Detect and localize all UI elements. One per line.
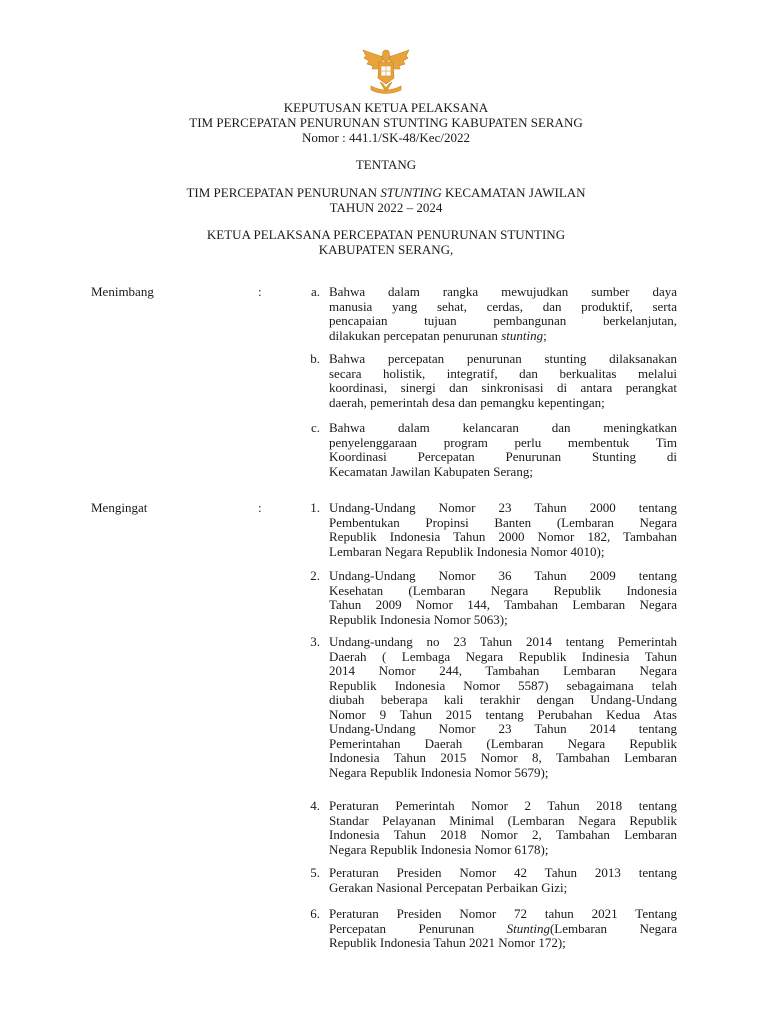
legal-basis-4: Peraturan Pemerintah Nomor 2 Tahun 2018 tentang Standar Pelayanan Minimal (Lembaran Negara Republik Indonesia Tahun 2018 Nomor 2, Tambahan Lembaran Negara Republik Indonesia Nomor 6178);: [329, 798, 677, 857]
decree-subject: TIM PERCEPATAN PENURUNAN STUNTING KECAMATAN JAWILAN: [186, 185, 586, 200]
legal-basis-5: Peraturan Presiden Nomor 42 Tahun 2013 tentang Gerakan Nasional Percepatan Perbaikan Gizi;: [329, 865, 677, 895]
mengingat-label: Mengingat: [91, 500, 148, 515]
issuer-title: KETUA PELAKSANA PERCEPATAN PENURUNAN STUNTING: [206, 227, 566, 242]
consideration-a: Bahwa dalam rangka mewujudkan sumber daya manusia yang sehat, cerdas, dan produktif, serta pencapaian tujuan pembangunan berkelanjutan, dilakukan percepatan penurunan stunting;: [329, 284, 677, 343]
legal-basis-6: Peraturan Presiden Nomor 72 tahun 2021 Tentang Percepatan Penurunan Stunting(Lembaran Negara Republik Indonesia Tahun 2021 Nomor 172);: [329, 906, 677, 950]
item-marker: 2.: [310, 568, 320, 583]
tentang-heading: TENTANG: [355, 157, 417, 172]
decree-number: Nomor : 441.1/SK-48/Kec/2022: [302, 130, 470, 145]
menimbang-colon: :: [258, 284, 262, 299]
item-marker: 1.: [310, 500, 320, 515]
item-marker: a.: [310, 284, 320, 299]
legal-basis-1: Undang-Undang Nomor 23 Tahun 2000 tentang Pembentukan Propinsi Banten (Lembaran Negara Republik Indonesia Tahun 2000 Nomor 182, Tambahan Lembaran Negara Republik Indonesia Nomor 4010);: [329, 500, 677, 559]
garuda-emblem-icon: [361, 44, 411, 96]
menimbang-label: Menimbang: [91, 284, 154, 299]
legal-basis-2: Undang-Undang Nomor 36 Tahun 2009 tentang Kesehatan (Lembaran Negara Republik Indonesia Tahun 2009 Nomor 144, Tambahan Lembaran Negara Republik Indonesia Nomor 5063);: [329, 568, 677, 627]
item-marker: b.: [310, 351, 320, 366]
decree-subject-year: TAHUN 2022 – 2024: [329, 200, 443, 215]
item-marker: c.: [310, 420, 320, 435]
item-marker: 6.: [310, 906, 320, 921]
item-marker: 4.: [310, 798, 320, 813]
legal-basis-3: Undang-undang no 23 Tahun 2014 tentang Pemerintah Daerah ( Lembaga Negara Republik Indinesia Tahun 2014 Nomor 244, Tambahan Lembaran Negara Republik Indonesia Nomor 5587) sebagaimana telah diubah beberapa kali terakhir dengan Undang-Undang Nomor 9 Tahun 2015 tentang Perubahan Kedua Atas Undang-Undang Nomor 23 Tahun 2014 tentang Pemerintahan Daerah (Lembaran Negara Republik Indonesia Tahun 2015 Nomor 8, Tambahan Lembaran Negara Republik Indonesia Nomor 5679);: [329, 634, 677, 780]
consideration-c: Bahwa dalam kelancaran dan meningkatkan penyelenggaraan program perlu membentuk Tim Koordinasi Percepatan Penurunan Stunting di Kecamatan Jawilan Kabupaten Serang;: [329, 420, 677, 479]
item-marker: 5.: [310, 865, 320, 880]
issuer-title-line2: KABUPATEN SERANG,: [318, 242, 454, 257]
team-title: TIM PERCEPATAN PENURUNAN STUNTING KABUPATEN SERANG: [189, 115, 583, 130]
mengingat-colon: :: [258, 500, 262, 515]
item-marker: 3.: [310, 634, 320, 649]
decree-title: KEPUTUSAN KETUA PELAKSANA: [283, 100, 489, 115]
consideration-b: Bahwa percepatan penurunan stunting dilaksanakan secara holistik, integratif, dan berkualitas melalui koordinasi, sinergi dan sinkronisasi di antara perangkat daerah, pemerintah desa dan pemangku kepentingan;: [329, 351, 677, 410]
